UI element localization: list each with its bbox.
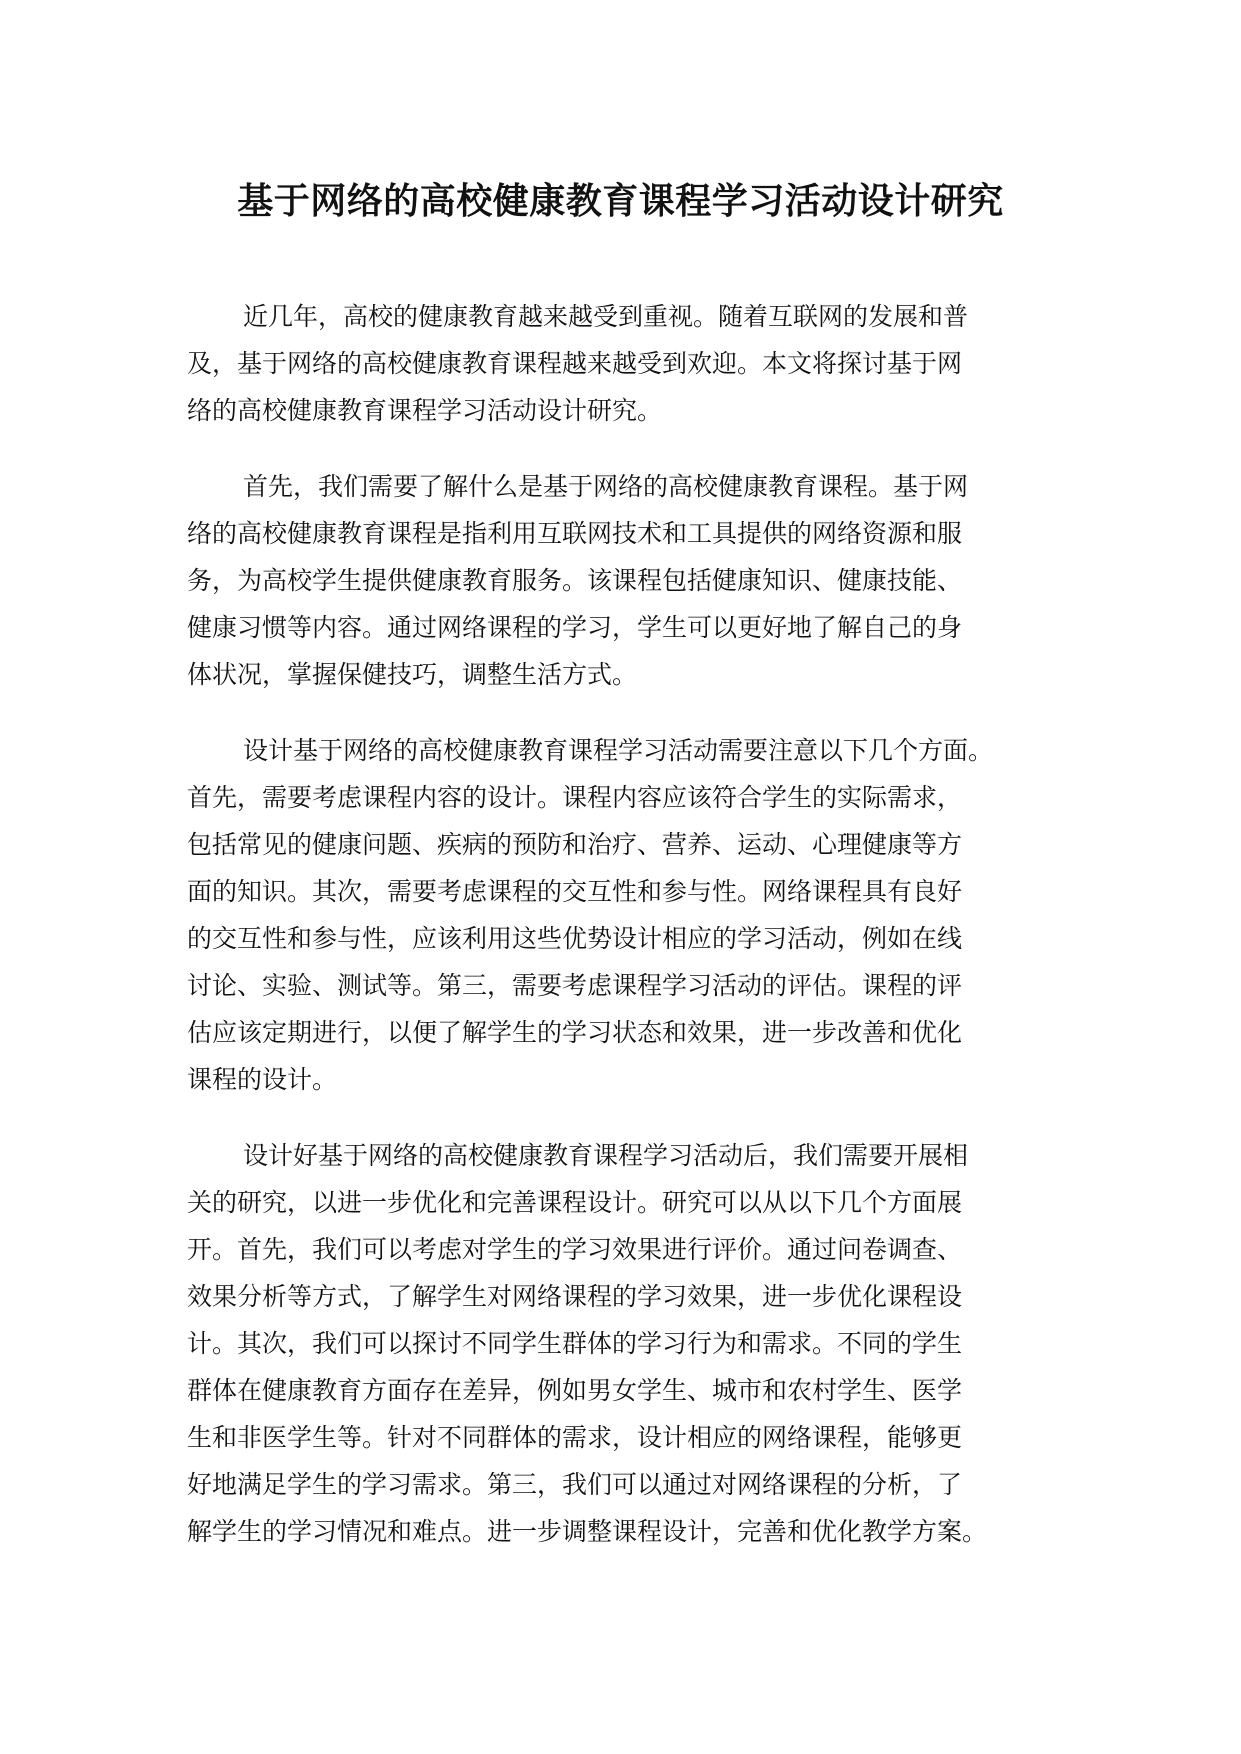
paragraph-line: 首先，我们需要了解什么是基于网络的高校健康教育课程。基于网	[243, 472, 969, 501]
paragraph-2	[187, 463, 1057, 698]
paragraph-line: 务，为高校学生提供健康教育服务。该课程包括健康知识、健康技能、	[187, 566, 963, 595]
paragraph-3	[187, 727, 1057, 1103]
paragraph-line: 开。首先，我们可以考虑对学生的学习效果进行评价。通过问卷调查、	[187, 1235, 963, 1264]
paragraph-line: 健康习惯等内容。通过网络课程的学习，学生可以更好地了解自己的身	[187, 613, 963, 642]
paragraph-4	[187, 1132, 1057, 1555]
paragraph-line: 估应该定期进行，以便了解学生的学习状态和效果，进一步改善和优化	[187, 1018, 963, 1047]
paragraph-line: 络的高校健康教育课程学习活动设计研究。	[187, 396, 663, 425]
paragraph-line: 好地满足学生的学习需求。第三，我们可以通过对网络课程的分析，了	[187, 1470, 963, 1499]
document-body	[187, 293, 1057, 1584]
paragraph-line: 设计基于网络的高校健康教育课程学习活动需要注意以下几个方面。	[243, 736, 994, 765]
paragraph-line: 关的研究，以进一步优化和完善课程设计。研究可以从以下几个方面展	[187, 1188, 963, 1217]
paragraph-line: 效果分析等方式，了解学生对网络课程的学习效果，进一步优化课程设	[187, 1282, 963, 1311]
paragraph-line: 解学生的学习情况和难点。进一步调整课程设计，完善和优化教学方案。	[187, 1517, 988, 1546]
paragraph-line: 课程的设计。	[187, 1065, 338, 1094]
paragraph-line: 包括常见的健康问题、疾病的预防和治疗、营养、运动、心理健康等方	[187, 830, 963, 859]
paragraph-line: 的交互性和参与性，应该利用这些优势设计相应的学习活动，例如在线	[187, 924, 963, 953]
paragraph-line: 设计好基于网络的高校健康教育课程学习活动后，我们需要开展相	[243, 1141, 969, 1170]
paragraph-line: 生和非医学生等。针对不同群体的需求，设计相应的网络课程，能够更	[187, 1423, 963, 1452]
paragraph-line: 络的高校健康教育课程是指利用互联网技术和工具提供的网络资源和服	[187, 519, 963, 548]
paragraph-line: 首先，需要考虑课程内容的设计。课程内容应该符合学生的实际需求，	[187, 783, 963, 812]
paragraph-line: 面的知识。其次，需要考虑课程的交互性和参与性。网络课程具有良好	[187, 877, 963, 906]
paragraph-line: 计。其次，我们可以探讨不同学生群体的学习行为和需求。不同的学生	[187, 1329, 963, 1358]
paragraph-line: 群体在健康教育方面存在差异，例如男女学生、城市和农村学生、医学	[187, 1376, 963, 1405]
paragraph-line: 讨论、实验、测试等。第三，需要考虑课程学习活动的评估。课程的评	[187, 971, 963, 1000]
paragraph-line: 体状况，掌握保健技巧，调整生活方式。	[187, 660, 638, 689]
document-title: 基于网络的高校健康教育课程学习活动设计研究	[237, 181, 1004, 222]
paragraph-line: 近几年，高校的健康教育越来越受到重视。随着互联网的发展和普	[243, 302, 969, 331]
paragraph-1	[187, 293, 1057, 434]
paragraph-line: 及，基于网络的高校健康教育课程越来越受到欢迎。本文将探讨基于网	[187, 349, 963, 378]
